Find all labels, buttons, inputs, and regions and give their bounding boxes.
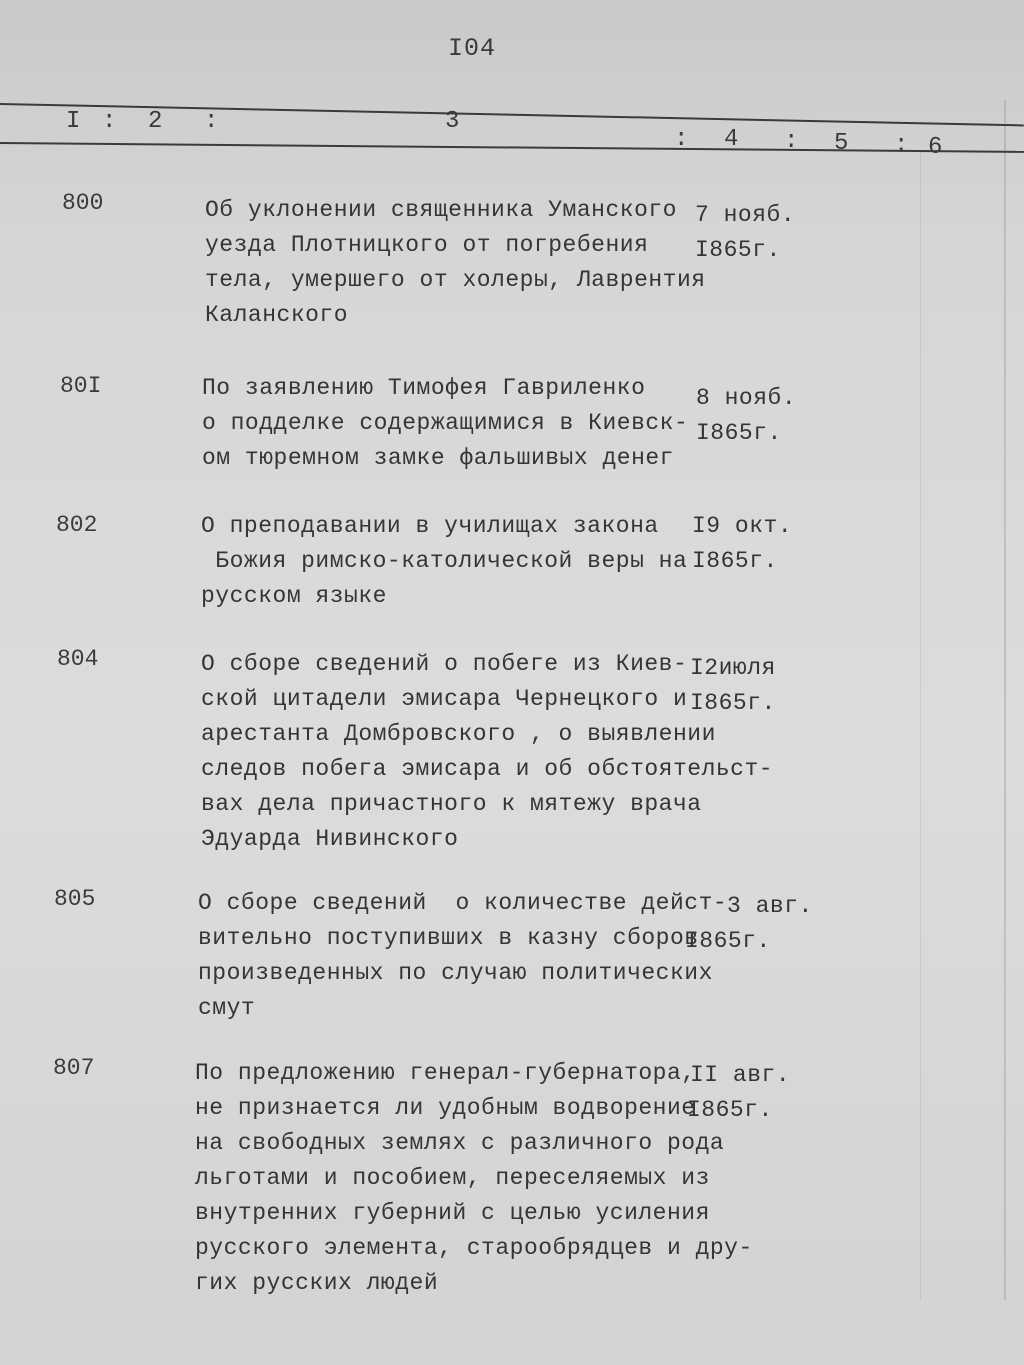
date-line: 7 нояб. bbox=[695, 202, 796, 228]
column-separator: : bbox=[784, 128, 799, 155]
column-header-4: 4 bbox=[724, 126, 739, 153]
date-line: II авг. bbox=[690, 1062, 791, 1088]
description-line: русском языке bbox=[201, 583, 387, 609]
record-date bbox=[695, 198, 795, 268]
description-line: внутренних губерний с целью усиления bbox=[195, 1200, 710, 1226]
date-line: I865г. bbox=[685, 928, 771, 954]
page-edge-line bbox=[1004, 100, 1006, 1300]
description-line: Эдуарда Нивинского bbox=[201, 826, 459, 852]
header-bottom-rule bbox=[0, 142, 1024, 153]
date-line: I865г. bbox=[695, 237, 781, 263]
description-line: льготами и пособием, переселяемых из bbox=[195, 1165, 710, 1191]
record-date bbox=[685, 889, 813, 959]
description-line: следов побега эмисара и об обстоятельст- bbox=[201, 756, 774, 782]
description-line: ской цитадели эмисара Чернецкого и bbox=[201, 686, 688, 712]
column-header-6: 6 bbox=[928, 134, 943, 161]
description-line: О преподавании в училищах закона bbox=[201, 513, 659, 539]
record-number: 807 bbox=[53, 1055, 95, 1081]
description-line: Божия римско-католической веры на bbox=[201, 548, 688, 574]
record-description bbox=[195, 1056, 753, 1301]
column-header-5: 5 bbox=[834, 130, 849, 157]
description-line: произведенных по случаю политических bbox=[198, 960, 713, 986]
description-line: вах дела причастного к мятежу врача bbox=[201, 791, 702, 817]
record-number: 805 bbox=[54, 886, 96, 912]
description-line: О сборе сведений о количестве дейст- bbox=[198, 890, 728, 916]
description-line: о подделке содержащимися в Киевск- bbox=[202, 410, 689, 436]
description-line: О сборе сведений о побеге из Киев- bbox=[201, 651, 688, 677]
record-number: 800 bbox=[62, 190, 104, 216]
column-separator: : bbox=[894, 132, 909, 159]
description-line: вительно поступивших в казну сборов bbox=[198, 925, 699, 951]
date-line: 8 нояб. bbox=[696, 385, 797, 411]
date-line: 3 авг. bbox=[727, 893, 813, 919]
column-divider bbox=[920, 150, 921, 1300]
column-separator: : bbox=[204, 108, 219, 135]
description-line: на свободных землях с различного рода bbox=[195, 1130, 725, 1156]
record-number: 804 bbox=[57, 646, 99, 672]
description-line: смут bbox=[198, 995, 256, 1021]
description-line: уезда Плотницкого от погребения bbox=[205, 232, 649, 258]
record-description bbox=[201, 509, 687, 614]
record-date bbox=[692, 509, 792, 579]
record-date bbox=[687, 1058, 791, 1128]
date-line: I2июля bbox=[690, 655, 776, 681]
record-date bbox=[696, 381, 796, 451]
description-line: гих русских людей bbox=[195, 1270, 439, 1296]
column-separator: : bbox=[674, 126, 689, 153]
date-line: I865г. bbox=[690, 690, 776, 716]
date-line: I9 окт. bbox=[692, 513, 793, 539]
column-header-1: I bbox=[66, 108, 81, 135]
column-separator: : bbox=[102, 108, 117, 135]
description-line: тела, умершего от холеры, Лаврентия bbox=[205, 267, 706, 293]
record-date bbox=[690, 651, 776, 721]
column-header-2: 2 bbox=[148, 108, 163, 135]
record-description bbox=[202, 371, 688, 476]
record-description bbox=[205, 193, 706, 333]
record-description bbox=[201, 647, 773, 857]
date-line: I865г. bbox=[692, 548, 778, 574]
description-line: ом тюремном замке фальшивых денег bbox=[202, 445, 674, 471]
record-number: 802 bbox=[56, 512, 98, 538]
description-line: Об уклонении священника Уманского bbox=[205, 197, 677, 223]
date-line: I865г. bbox=[687, 1097, 773, 1123]
page-number: I04 bbox=[448, 34, 497, 63]
description-line: арестанта Домбровского , о выявлении bbox=[201, 721, 716, 747]
description-line: Каланского bbox=[205, 302, 349, 328]
description-line: русского элемента, старообрядцев и дру- bbox=[195, 1235, 753, 1261]
description-line: По предложению генерал-губернатора, bbox=[195, 1060, 696, 1086]
record-number: 80I bbox=[60, 373, 102, 399]
date-line: I865г. bbox=[696, 420, 782, 446]
description-line: По заявлению Тимофея Гавриленко bbox=[202, 375, 646, 401]
description-line: не признается ли удобным водворение bbox=[195, 1095, 696, 1121]
column-header-3: 3 bbox=[445, 108, 460, 135]
record-description bbox=[198, 886, 727, 1026]
